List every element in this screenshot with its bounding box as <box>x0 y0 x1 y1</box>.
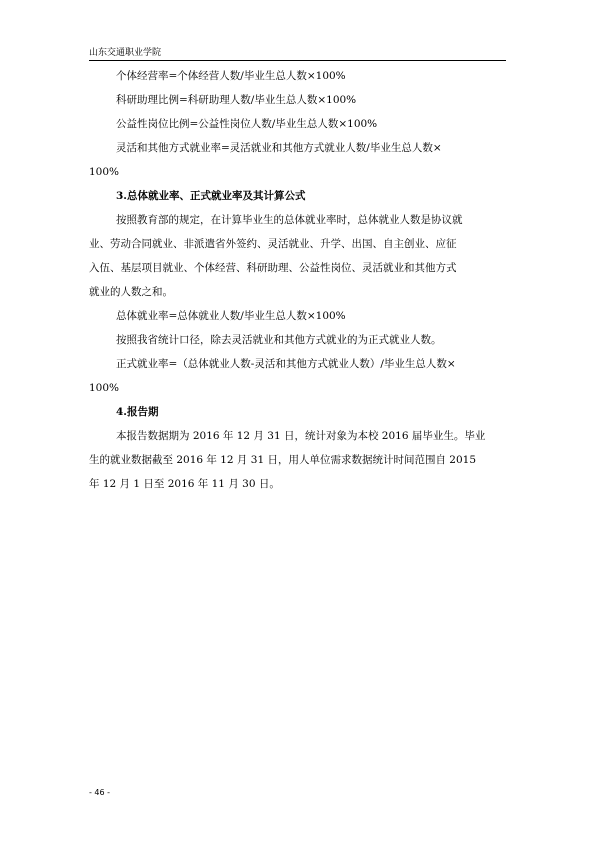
paragraph-1-line3: 入伍、基层项目就业、个体经营、科研助理、公益性岗位、灵活就业和其他方式 <box>89 262 457 274</box>
formula-self-employment: 个体经营率=个体经营人数/毕业生总人数×100% <box>116 70 346 82</box>
formula-research-assistant: 科研助理比例=科研助理人数/毕业生总人数×100% <box>116 94 357 106</box>
section-3-heading: 3.总体就业率、正式就业率及其计算公式 <box>116 190 306 202</box>
formula-flexible-line1: 灵活和其他方式就业率=灵活就业和其他方式就业人数/毕业生总人数× <box>116 142 442 154</box>
paragraph-1-line4: 就业的人数之和。 <box>89 286 173 298</box>
paragraph-1-line1: 按照教育部的规定，在计算毕业生的总体就业率时，总体就业人数是协议就 <box>116 214 463 226</box>
formula-formal-line1: 正式就业率=（总体就业人数-灵活和其他方式就业人数）/毕业生总人数× <box>116 358 456 370</box>
formula-total-employment: 总体就业率=总体就业人数/毕业生总人数×100% <box>116 310 346 322</box>
formula-public-welfare: 公益性岗位比例=公益性岗位人数/毕业生总人数×100% <box>116 118 378 130</box>
page-header <box>89 47 506 59</box>
header-title: 山东交通职业学院 <box>89 48 162 58</box>
page-number: - 46 - <box>89 788 111 797</box>
paragraph-3-line2: 生的就业数据截至 2016 年 12 月 31 日，用人单位需求数据统计时间范围自 2015 <box>89 454 477 466</box>
section-4-heading: 4.报告期 <box>116 406 159 418</box>
formula-flexible-line2: 100% <box>89 166 120 178</box>
paragraph-1-line2: 业、劳动合同就业、非派遣省外签约、灵活就业、升学、出国、自主创业、应征 <box>89 238 457 250</box>
header-rule <box>89 60 506 61</box>
formula-formal-line2: 100% <box>89 382 120 394</box>
paragraph-2: 按照我省统计口径，除去灵活就业和其他方式就业的为正式就业人数。 <box>116 334 442 346</box>
paragraph-3-line3: 年 12 月 1 日至 2016 年 11 月 30 日。 <box>89 478 280 490</box>
paragraph-3-line1: 本报告数据期为 2016 年 12 月 31 日，统计对象为本校 2016 届毕业生。毕业 <box>116 430 486 442</box>
